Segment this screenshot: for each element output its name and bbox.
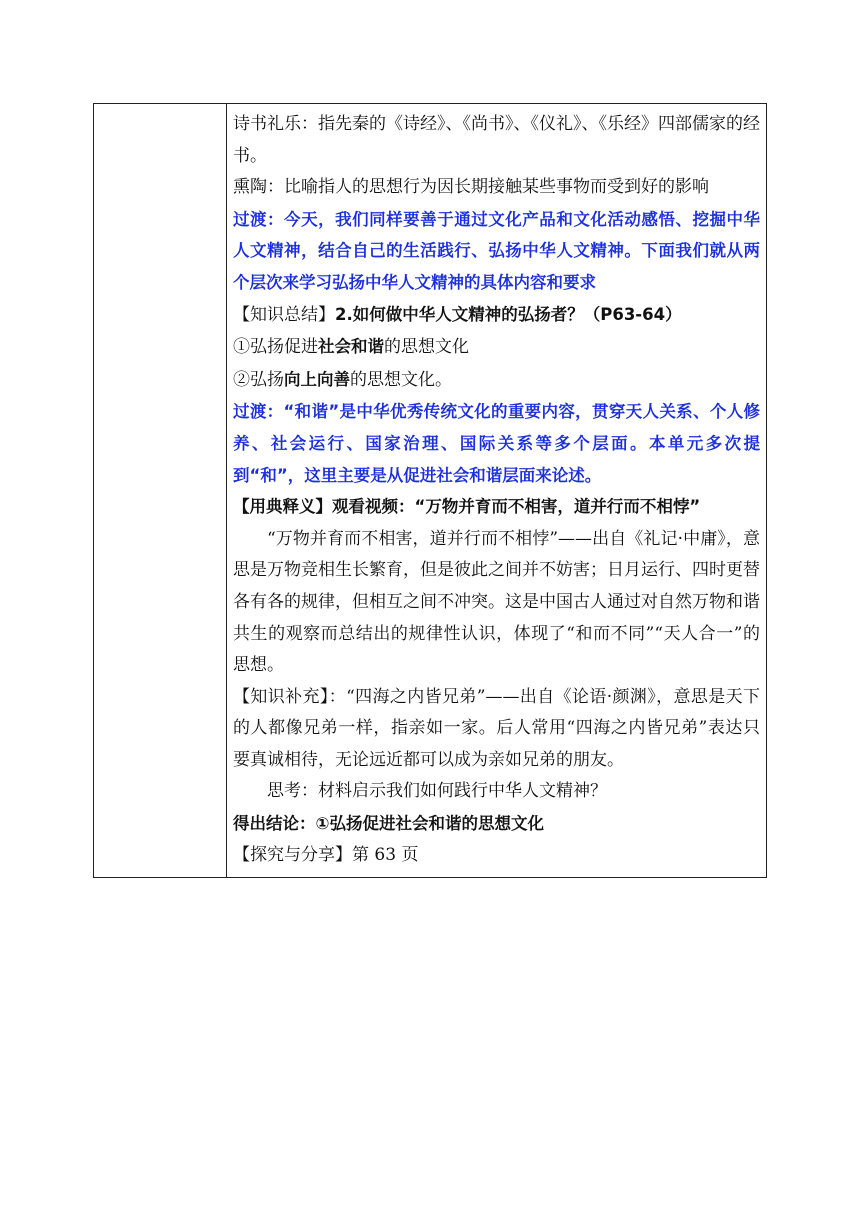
knowledge-summary-heading xyxy=(233,299,760,332)
classic-quote-explanation: “万物并育而不相害，道并行而不相悖”——出自《礼记·中庸》，意思是万物竞相生长繁育，但是彼此之间并不妨害；日月运行、四时更替各有各的规律，但相互之间不冲突。这是中国古人通过对自然万物和谐共生的观察而总结出的规律性认识，体现了“和而不同”“天人合一”的思想。 xyxy=(233,528,760,676)
table-row xyxy=(94,104,767,878)
point-1-keyword: 社会和谐 xyxy=(318,337,384,357)
point-2 xyxy=(233,364,760,397)
definition-shishuliyue: 诗书礼乐：指先秦的《诗经》、《尚书》、《仪礼》、《乐经》四部儒家的经书。 xyxy=(233,114,760,166)
transition-paragraph-1: 过渡：今天，我们同样要善于通过文化产品和文化活动感悟、挖掘中华人文精神，结合自己的生活践行、弘扬中华人文精神。下面我们就从两个层次来学习弘扬中华人文精神的具体内容和要求 xyxy=(233,209,760,292)
lesson-table xyxy=(93,103,767,878)
explore-share: 【探究与分享】第 63 页 xyxy=(233,844,419,865)
conclusion: 得出结论：①弘扬促进社会和谐的思想文化 xyxy=(233,814,544,834)
point-1 xyxy=(233,331,760,364)
knowledge-supplement: 【知识补充】：“四海之内皆兄弟”——出自《论语·颜渊》，意思是天下的人都像兄弟一样，指亲如一家。后人常用“四海之内皆兄弟”表达只要真诚相待，无论远近都可以成为亲如兄弟的朋友。 xyxy=(233,686,760,770)
point-2-pre: ②弘扬 xyxy=(233,369,284,390)
classic-quote-video: 观看视频：“万物并育而不相害，道并行而不相悖” xyxy=(332,497,701,517)
point-2-keyword: 向上向善 xyxy=(284,369,350,389)
transition-paragraph-2: 过渡：“和谐”是中华优秀传统文化的重要内容，贯穿天人关系、个人修养、社会运行、国家治理、国际关系等多个层面。本单元多次提到“和”，这里主要是从促进社会和谐层面来论述。 xyxy=(233,402,760,485)
point-2-post: 的思想文化。 xyxy=(350,369,452,390)
definition-xuntao: 熏陶：比喻指人的思想行为因长期接触某些事物而受到好的影响 xyxy=(233,177,709,198)
left-column-cell xyxy=(94,104,227,878)
classic-quote-heading xyxy=(233,491,760,524)
point-1-post: 的思想文化 xyxy=(384,337,469,358)
classic-quote-label: 【用典释义】 xyxy=(233,497,332,517)
knowledge-summary-label: 【知识总结】 xyxy=(233,304,335,325)
point-1-pre: ①弘扬促进 xyxy=(233,337,318,358)
knowledge-summary-question: 2.如何做中华人文精神的弘扬者？（P63-64） xyxy=(335,304,682,324)
content-cell xyxy=(227,104,767,878)
thinking-question: 思考：材料启示我们如何践行中华人文精神？ xyxy=(267,781,607,802)
